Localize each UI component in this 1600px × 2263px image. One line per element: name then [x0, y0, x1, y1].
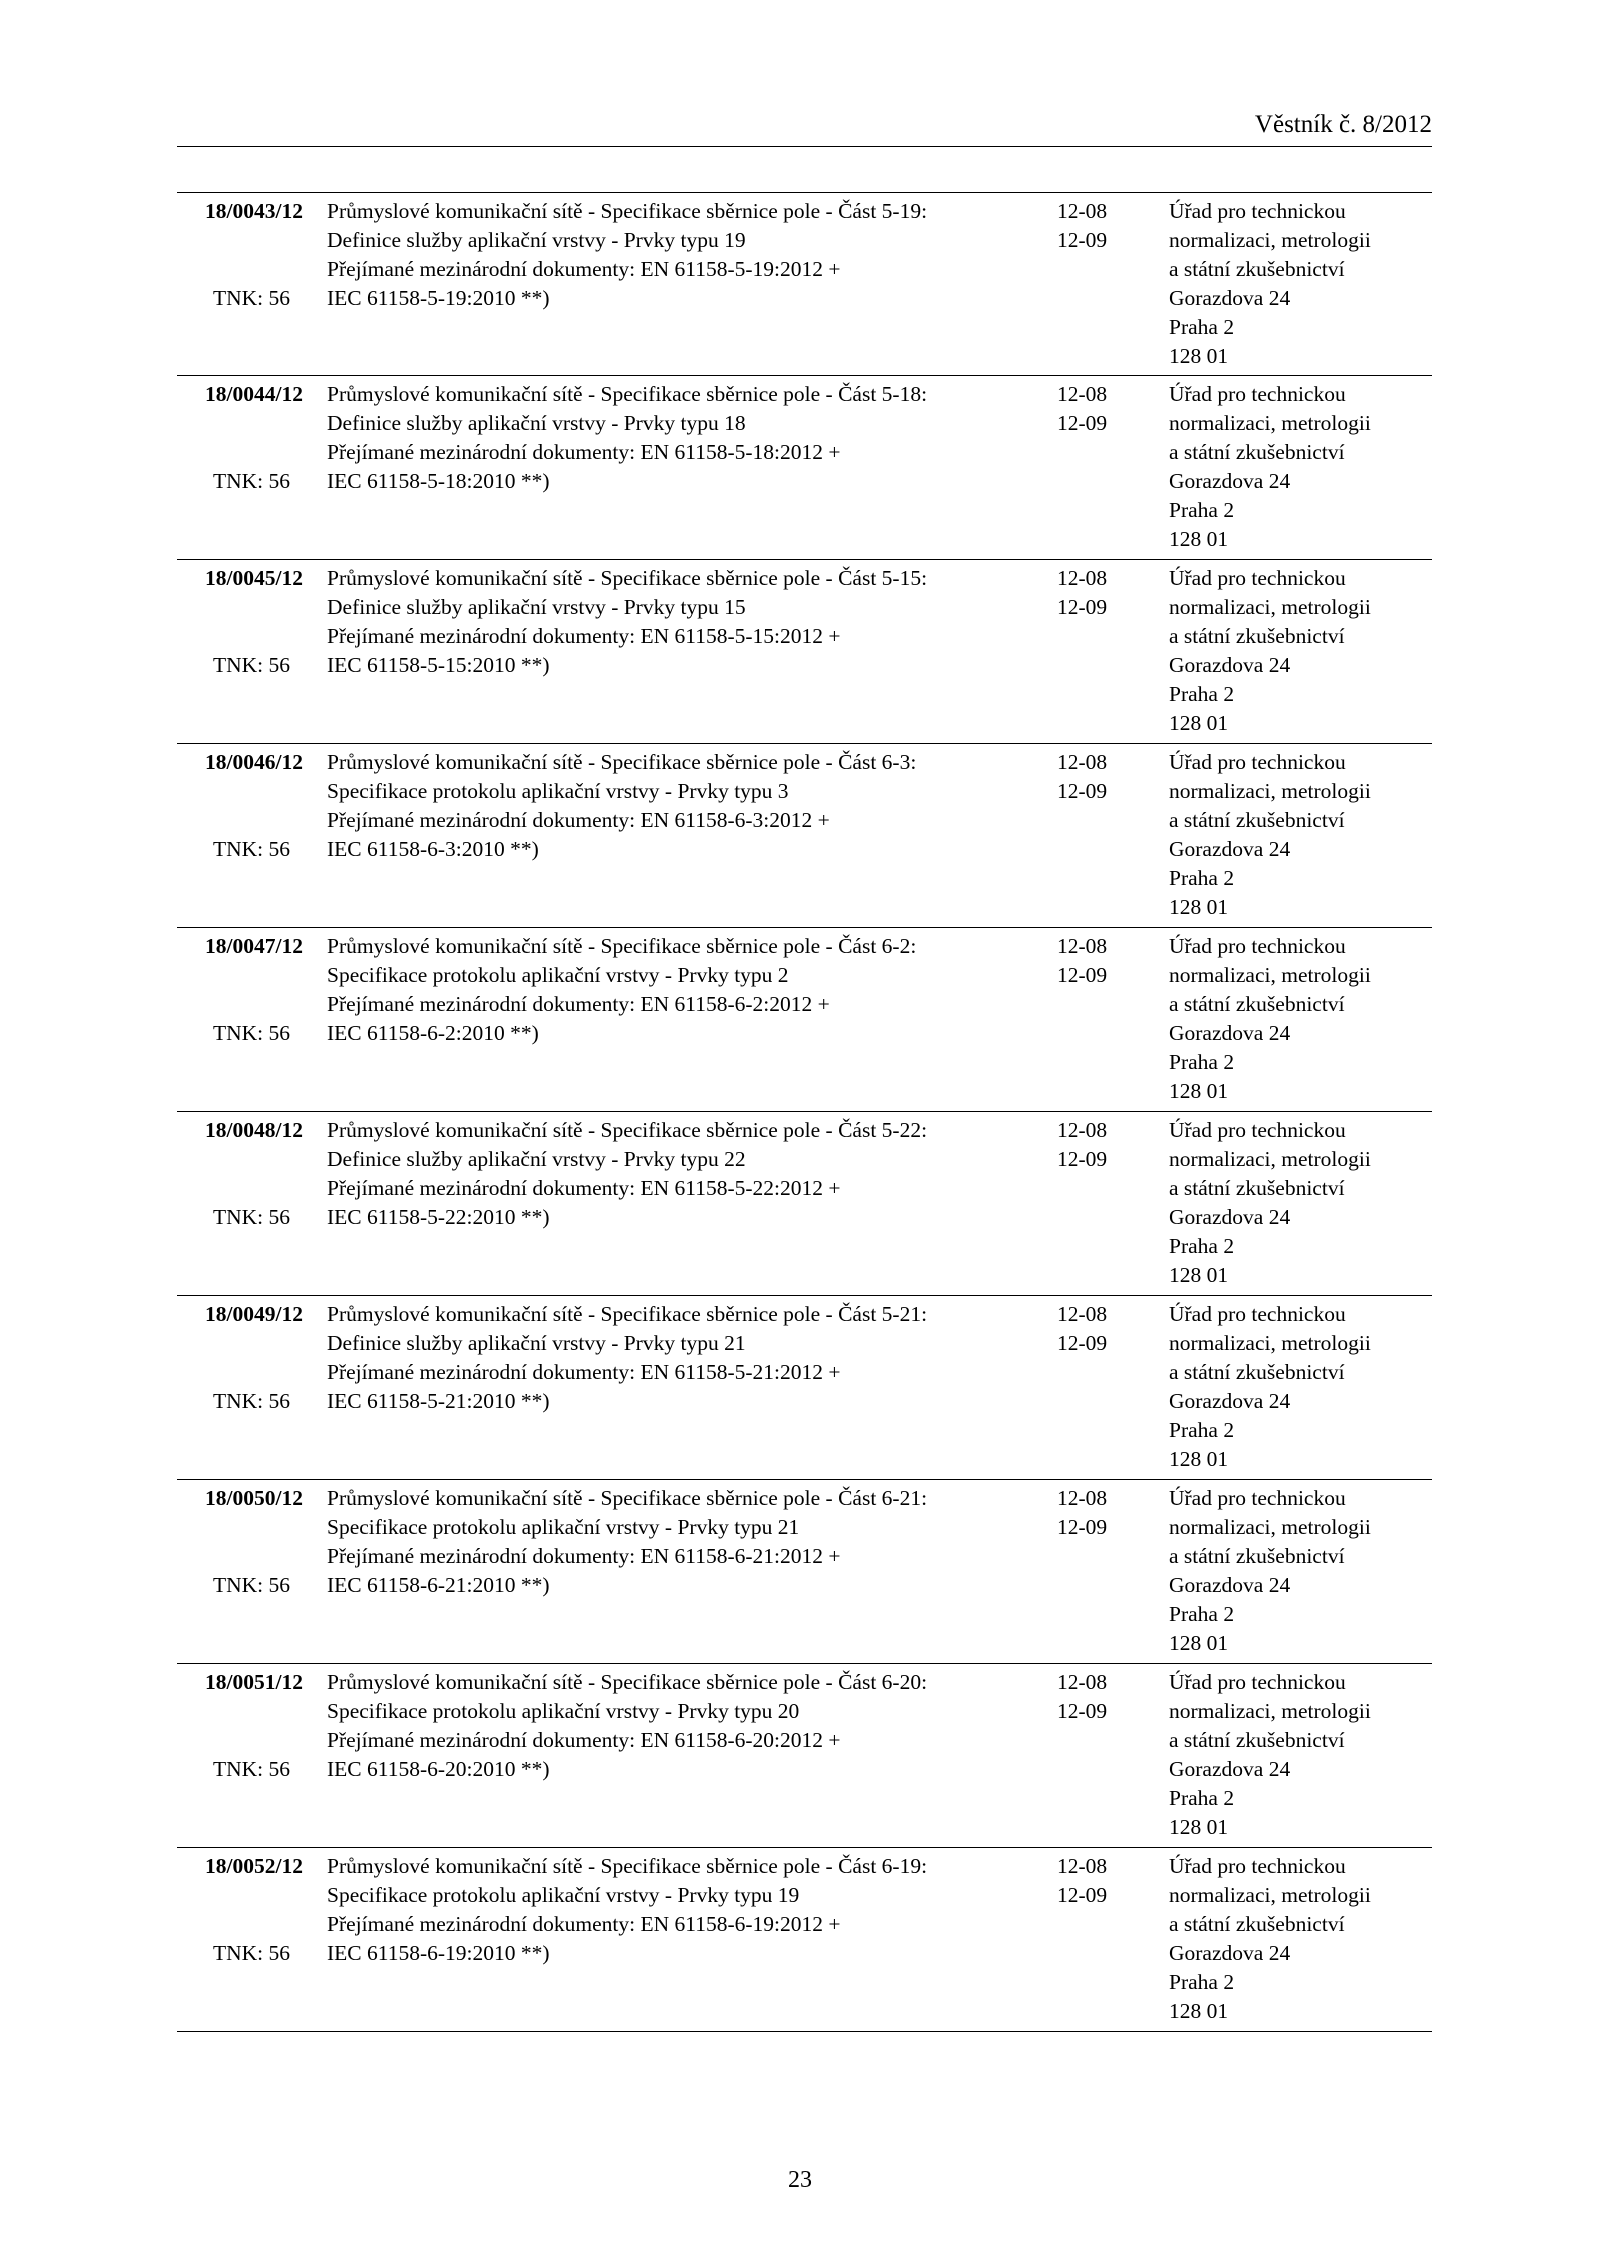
record-id: 18/0047/12	[205, 934, 303, 958]
record-id: 18/0049/12	[205, 1302, 303, 1326]
record-id: 18/0052/12	[205, 1854, 303, 1878]
organization-line: Praha 2	[1169, 498, 1235, 522]
organization-line: normalizaci, metrologii	[1169, 228, 1371, 252]
description-line: Definice služby aplikační vrstvy - Prvky typu 22	[327, 1147, 746, 1171]
table-row	[177, 928, 1432, 1112]
organization-line: Gorazdova 24	[1169, 1941, 1291, 1965]
organization-line: a státní zkušebnictví	[1169, 1544, 1345, 1568]
description-line: IEC 61158-6-20:2010 **)	[327, 1757, 550, 1781]
date-code: 12-08	[1057, 566, 1108, 590]
organization-line: Praha 2	[1169, 866, 1235, 890]
description-line: Přejímané mezinárodní dokumenty: EN 61158-6-21:2012 +	[327, 1544, 841, 1568]
organization-line: Gorazdova 24	[1169, 1389, 1291, 1413]
organization-line: normalizaci, metrologii	[1169, 1883, 1371, 1907]
organization-line: Gorazdova 24	[1169, 837, 1291, 861]
organization-line: Praha 2	[1169, 1602, 1235, 1626]
description-line: Přejímané mezinárodní dokumenty: EN 61158-5-15:2012 +	[327, 624, 841, 648]
record-description	[327, 1668, 1027, 1784]
record-description	[327, 1852, 1027, 1968]
organization-line: 128 01	[1169, 711, 1229, 735]
record-dates	[1057, 1300, 1147, 1358]
description-line: Specifikace protokolu aplikační vrstvy - Prvky typu 21	[327, 1515, 800, 1539]
organization-line: normalizaci, metrologii	[1169, 1515, 1371, 1539]
organization-line: 128 01	[1169, 1263, 1229, 1287]
organization-line: Praha 2	[1169, 1418, 1235, 1442]
table-row	[177, 192, 1432, 376]
organization-line: a státní zkušebnictví	[1169, 1728, 1345, 1752]
organization-line: 128 01	[1169, 895, 1229, 919]
organization-line: a státní zkušebnictví	[1169, 808, 1345, 832]
organization-line: normalizaci, metrologii	[1169, 963, 1371, 987]
organization-line: Praha 2	[1169, 1786, 1235, 1810]
record-organization	[1169, 1300, 1439, 1474]
description-line: IEC 61158-6-2:2010 **)	[327, 1021, 539, 1045]
organization-line: Gorazdova 24	[1169, 469, 1291, 493]
header-rule	[177, 146, 1432, 147]
date-code: 12-09	[1057, 228, 1108, 252]
description-line: Přejímané mezinárodní dokumenty: EN 61158-6-2:2012 +	[327, 992, 830, 1016]
description-line: Přejímané mezinárodní dokumenty: EN 61158-5-18:2012 +	[327, 440, 841, 464]
organization-line: normalizaci, metrologii	[1169, 411, 1371, 435]
record-organization	[1169, 748, 1439, 922]
record-organization	[1169, 1116, 1439, 1290]
record-dates	[1057, 564, 1147, 622]
organization-line: Úřad pro technickou	[1169, 382, 1346, 406]
record-organization	[1169, 380, 1439, 554]
record-id: 18/0045/12	[205, 566, 303, 590]
description-line: Průmyslové komunikační sítě - Specifikace sběrnice pole - Část 6-21:	[327, 1486, 928, 1510]
description-line: Průmyslové komunikační sítě - Specifikace sběrnice pole - Část 6-20:	[327, 1670, 928, 1694]
record-dates	[1057, 932, 1147, 990]
organization-line: Praha 2	[1169, 682, 1235, 706]
record-dates	[1057, 1484, 1147, 1542]
description-line: Přejímané mezinárodní dokumenty: EN 61158-5-22:2012 +	[327, 1176, 841, 1200]
organization-line: a státní zkušebnictví	[1169, 624, 1345, 648]
organization-line: Gorazdova 24	[1169, 1573, 1291, 1597]
record-dates	[1057, 1852, 1147, 1910]
organization-line: Praha 2	[1169, 315, 1235, 339]
description-line: Specifikace protokolu aplikační vrstvy - Prvky typu 19	[327, 1883, 800, 1907]
record-tnk: TNK: 56	[212, 653, 290, 677]
record-id: 18/0046/12	[205, 750, 303, 774]
record-dates	[1057, 1668, 1147, 1726]
record-organization	[1169, 932, 1439, 1106]
description-line: Průmyslové komunikační sítě - Specifikace sběrnice pole - Část 6-19:	[327, 1854, 928, 1878]
record-organization	[1169, 1668, 1439, 1842]
description-line: Průmyslové komunikační sítě - Specifikace sběrnice pole - Část 5-22:	[327, 1118, 928, 1142]
date-code: 12-09	[1057, 1699, 1108, 1723]
record-id: 18/0044/12	[205, 382, 303, 406]
record-tnk: TNK: 56	[212, 837, 290, 861]
table-row	[177, 1664, 1432, 1848]
record-tnk: TNK: 56	[212, 469, 290, 493]
date-code: 12-09	[1057, 1331, 1108, 1355]
record-organization	[1169, 1852, 1439, 2026]
description-line: Definice služby aplikační vrstvy - Prvky typu 15	[327, 595, 746, 619]
table-row	[177, 560, 1432, 744]
date-code: 12-09	[1057, 1883, 1108, 1907]
description-line: Průmyslové komunikační sítě - Specifikace sběrnice pole - Část 5-15:	[327, 566, 928, 590]
page-number: 23	[788, 2167, 812, 2193]
record-organization	[1169, 1484, 1439, 1658]
date-code: 12-09	[1057, 963, 1108, 987]
table-row	[177, 376, 1432, 560]
organization-line: Úřad pro technickou	[1169, 1118, 1346, 1142]
record-dates	[1057, 380, 1147, 438]
record-description	[327, 564, 1027, 680]
date-code: 12-08	[1057, 1118, 1108, 1142]
record-tnk: TNK: 56	[212, 1573, 290, 1597]
record-organization	[1169, 564, 1439, 738]
organization-line: 128 01	[1169, 1631, 1229, 1655]
description-line: IEC 61158-5-18:2010 **)	[327, 469, 550, 493]
record-description	[327, 748, 1027, 864]
organization-line: 128 01	[1169, 1447, 1229, 1471]
organization-line: Praha 2	[1169, 1234, 1235, 1258]
organization-line: 128 01	[1169, 1815, 1229, 1839]
date-code: 12-08	[1057, 199, 1108, 223]
organization-line: a státní zkušebnictví	[1169, 440, 1345, 464]
date-code: 12-08	[1057, 1670, 1108, 1694]
organization-line: Praha 2	[1169, 1970, 1235, 1994]
table-row	[177, 1112, 1432, 1296]
table-row	[177, 744, 1432, 928]
description-line: Specifikace protokolu aplikační vrstvy - Prvky typu 20	[327, 1699, 800, 1723]
record-tnk: TNK: 56	[212, 1941, 290, 1965]
table-row	[177, 1848, 1432, 2032]
record-id: 18/0050/12	[205, 1486, 303, 1510]
organization-line: 128 01	[1169, 344, 1229, 368]
description-line: Specifikace protokolu aplikační vrstvy - Prvky typu 3	[327, 779, 789, 803]
table-row	[177, 1296, 1432, 1480]
organization-line: a státní zkušebnictví	[1169, 1176, 1345, 1200]
organization-line: normalizaci, metrologii	[1169, 1331, 1371, 1355]
date-code: 12-08	[1057, 1302, 1108, 1326]
organization-line: Úřad pro technickou	[1169, 750, 1346, 774]
description-line: Specifikace protokolu aplikační vrstvy - Prvky typu 2	[327, 963, 789, 987]
record-dates	[1057, 748, 1147, 806]
record-description	[327, 1300, 1027, 1416]
record-description	[327, 1484, 1027, 1600]
description-line: Průmyslové komunikační sítě - Specifikace sběrnice pole - Část 6-2:	[327, 934, 917, 958]
organization-line: Gorazdova 24	[1169, 286, 1291, 310]
organization-line: 128 01	[1169, 1079, 1229, 1103]
organization-line: Gorazdova 24	[1169, 653, 1291, 677]
organization-line: Úřad pro technickou	[1169, 1486, 1346, 1510]
organization-line: Úřad pro technickou	[1169, 1670, 1346, 1694]
description-line: IEC 61158-6-3:2010 **)	[327, 837, 539, 861]
organization-line: normalizaci, metrologii	[1169, 1699, 1371, 1723]
date-code: 12-09	[1057, 1147, 1108, 1171]
date-code: 12-09	[1057, 1515, 1108, 1539]
organization-line: normalizaci, metrologii	[1169, 1147, 1371, 1171]
description-line: IEC 61158-6-21:2010 **)	[327, 1573, 550, 1597]
organization-line: Gorazdova 24	[1169, 1205, 1291, 1229]
description-line: Přejímané mezinárodní dokumenty: EN 61158-5-19:2012 +	[327, 257, 841, 281]
organization-line: Praha 2	[1169, 1050, 1235, 1074]
description-line: Průmyslové komunikační sítě - Specifikace sběrnice pole - Část 5-19:	[327, 199, 928, 223]
description-line: IEC 61158-6-19:2010 **)	[327, 1941, 550, 1965]
record-dates	[1057, 1116, 1147, 1174]
date-code: 12-09	[1057, 411, 1108, 435]
record-description	[327, 380, 1027, 496]
record-tnk: TNK: 56	[212, 1757, 290, 1781]
description-line: Průmyslové komunikační sítě - Specifikace sběrnice pole - Část 5-21:	[327, 1302, 928, 1326]
description-line: Přejímané mezinárodní dokumenty: EN 61158-6-19:2012 +	[327, 1912, 841, 1936]
organization-line: a státní zkušebnictví	[1169, 1360, 1345, 1384]
record-tnk: TNK: 56	[212, 1205, 290, 1229]
date-code: 12-09	[1057, 779, 1108, 803]
organization-line: a státní zkušebnictví	[1169, 992, 1345, 1016]
organization-line: Úřad pro technickou	[1169, 934, 1346, 958]
organization-line: 128 01	[1169, 527, 1229, 551]
date-code: 12-08	[1057, 1486, 1108, 1510]
description-line: Definice služby aplikační vrstvy - Prvky typu 18	[327, 411, 746, 435]
standards-table	[177, 192, 1432, 2032]
record-tnk: TNK: 56	[212, 1389, 290, 1413]
organization-line: Gorazdova 24	[1169, 1757, 1291, 1781]
description-line: IEC 61158-5-21:2010 **)	[327, 1389, 550, 1413]
record-dates	[1057, 197, 1147, 255]
record-tnk: TNK: 56	[212, 286, 290, 310]
date-code: 12-08	[1057, 750, 1108, 774]
record-tnk: TNK: 56	[212, 1021, 290, 1045]
date-code: 12-09	[1057, 595, 1108, 619]
organization-line: a státní zkušebnictví	[1169, 257, 1345, 281]
description-line: Přejímané mezinárodní dokumenty: EN 61158-5-21:2012 +	[327, 1360, 841, 1384]
description-line: IEC 61158-5-22:2010 **)	[327, 1205, 550, 1229]
record-id: 18/0051/12	[205, 1670, 303, 1694]
description-line: Definice služby aplikační vrstvy - Prvky typu 19	[327, 228, 746, 252]
description-line: Přejímané mezinárodní dokumenty: EN 61158-6-3:2012 +	[327, 808, 830, 832]
organization-line: Gorazdova 24	[1169, 1021, 1291, 1045]
organization-line: 128 01	[1169, 1999, 1229, 2023]
organization-line: Úřad pro technickou	[1169, 1854, 1346, 1878]
description-line: IEC 61158-5-19:2010 **)	[327, 286, 550, 310]
record-organization	[1169, 197, 1439, 371]
table-row	[177, 1480, 1432, 1664]
organization-line: Úřad pro technickou	[1169, 566, 1346, 590]
description-line: Definice služby aplikační vrstvy - Prvky typu 21	[327, 1331, 746, 1355]
organization-line: normalizaci, metrologii	[1169, 595, 1371, 619]
record-id: 18/0043/12	[205, 199, 303, 223]
record-description	[327, 932, 1027, 1048]
description-line: Přejímané mezinárodní dokumenty: EN 61158-6-20:2012 +	[327, 1728, 841, 1752]
page-header-title: Věstník č. 8/2012	[1254, 111, 1432, 138]
description-line: Průmyslové komunikační sítě - Specifikace sběrnice pole - Část 6-3:	[327, 750, 917, 774]
record-id: 18/0048/12	[205, 1118, 303, 1142]
record-description	[327, 1116, 1027, 1232]
organization-line: Úřad pro technickou	[1169, 1302, 1346, 1326]
record-description	[327, 197, 1027, 313]
organization-line: normalizaci, metrologii	[1169, 779, 1371, 803]
date-code: 12-08	[1057, 934, 1108, 958]
date-code: 12-08	[1057, 1854, 1108, 1878]
description-line: Průmyslové komunikační sítě - Specifikace sběrnice pole - Část 5-18:	[327, 382, 928, 406]
description-line: IEC 61158-5-15:2010 **)	[327, 653, 550, 677]
date-code: 12-08	[1057, 382, 1108, 406]
organization-line: a státní zkušebnictví	[1169, 1912, 1345, 1936]
organization-line: Úřad pro technickou	[1169, 199, 1346, 223]
